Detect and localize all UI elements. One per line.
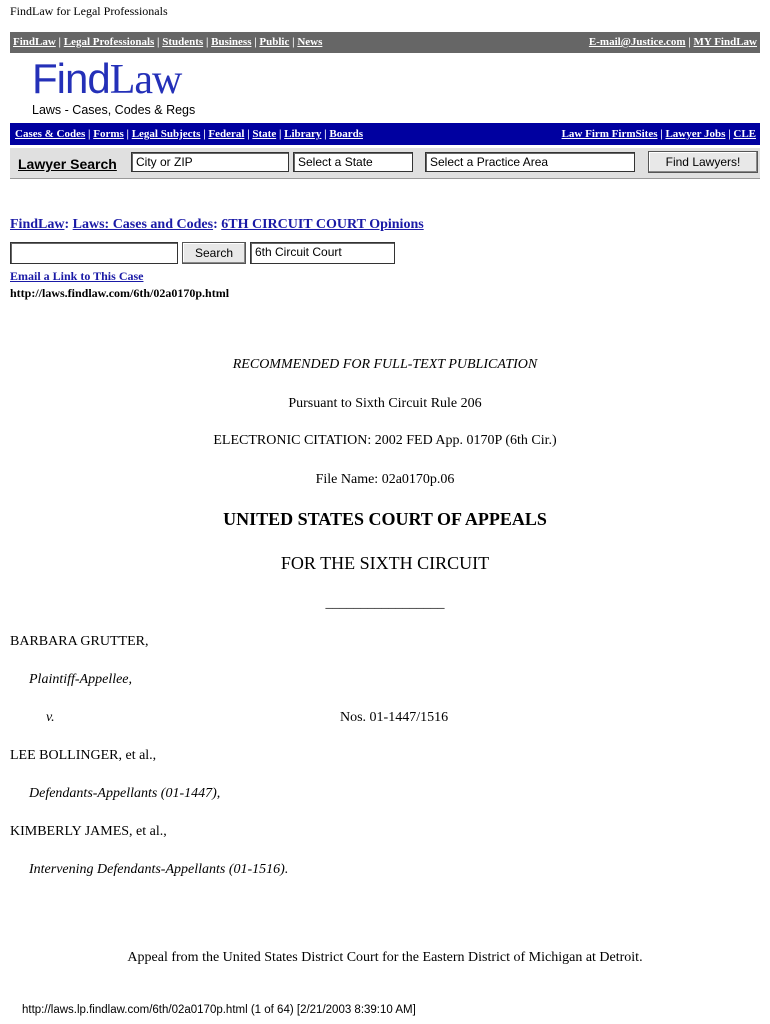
top-nav-bar [10, 32, 760, 53]
nav-lawyer-jobs[interactable]: Lawyer Jobs [665, 128, 726, 140]
nav-news[interactable]: News [297, 36, 323, 48]
nav-business[interactable]: Business [211, 36, 252, 48]
findlaw-logo[interactable] [32, 55, 196, 117]
court-scope-select[interactable]: 6th Circuit Court [250, 242, 395, 264]
recommended-notice: RECOMMENDED FOR FULL-TEXT PUBLICATION [232, 357, 538, 372]
court-title: UNITED STATES COURT OF APPEALS [223, 509, 547, 529]
lawyer-search-label: Lawyer Search [18, 156, 117, 172]
party-defendant-role: Defendants-Appellants (01-1447), [29, 786, 221, 801]
blue-nav-bar [10, 123, 760, 145]
print-footer: http://laws.lp.findlaw.com/6th/02a0170p.html (1 of 64) [2/21/2003 8:39:10 AM] [22, 1004, 416, 1016]
blue-nav-right: Law Firm FirmSites | Lawyer Jobs | CLE [561, 128, 756, 140]
case-search-button[interactable]: Search [182, 242, 246, 264]
page-title: FindLaw for Legal Professionals [10, 4, 168, 18]
logo-tagline: Laws - Cases, Codes & Regs [32, 103, 196, 117]
blue-nav-left: Cases & Codes | Forms | Legal Subjects | Federal | State | Library | Boards [15, 128, 363, 140]
party-plaintiff-role: Plaintiff-Appellee, [29, 672, 133, 687]
breadcrumb [10, 217, 424, 233]
file-name: File Name: 02a0170p.06 [315, 472, 455, 487]
nav-findlaw[interactable]: FindLaw [13, 36, 56, 48]
party-intervenor-role: Intervening Defendants-Appellants (01-1516). [29, 862, 289, 877]
case-url: http://laws.findlaw.com/6th/02a0170p.html [10, 286, 230, 300]
circuit-title: FOR THE SIXTH CIRCUIT [280, 553, 490, 573]
logo-law: Law [109, 57, 182, 103]
nav-legal-subjects[interactable]: Legal Subjects [131, 128, 201, 140]
nav-state[interactable]: State [252, 128, 277, 140]
state-select[interactable]: Select a State [293, 152, 413, 172]
nav-students[interactable]: Students [162, 36, 204, 48]
pursuant-rule: Pursuant to Sixth Circuit Rule 206 [288, 396, 482, 411]
separator-rule: _________________ [325, 596, 445, 611]
email-link[interactable]: Email a Link to This Case [10, 269, 144, 283]
nav-boards[interactable]: Boards [329, 128, 363, 140]
versus: v. [46, 710, 55, 725]
electronic-citation: ELECTRONIC CITATION: 2002 FED App. 0170P (6th Cir.) [213, 433, 557, 448]
case-numbers: Nos. 01-1447/1516 [340, 710, 449, 725]
nav-forms[interactable]: Forms [93, 128, 124, 140]
lawyer-search-bar [10, 148, 760, 179]
nav-federal[interactable]: Federal [208, 128, 245, 140]
case-search-input[interactable] [10, 242, 178, 264]
party-plaintiff: BARBARA GRUTTER, [10, 634, 149, 649]
logo-find: Find [32, 55, 110, 102]
nav-cases-codes[interactable]: Cases & Codes [15, 128, 86, 140]
nav-cle[interactable]: CLE [733, 128, 756, 140]
practice-area-select[interactable]: Select a Practice Area [425, 152, 635, 172]
top-nav-left: FindLaw | Legal Professionals | Students | Business | Public | News [13, 36, 323, 48]
nav-my-findlaw[interactable]: MY FindLaw [693, 36, 757, 48]
breadcrumb-sep: : [64, 217, 73, 232]
breadcrumb-6th-circuit[interactable]: 6TH CIRCUIT COURT Opinions [221, 217, 424, 232]
nav-public[interactable]: Public [259, 36, 290, 48]
nav-email[interactable]: E-mail@Justice.com [588, 36, 686, 48]
breadcrumb-sep: : [213, 217, 222, 232]
breadcrumb-laws[interactable]: Laws: Cases and Codes [72, 217, 214, 232]
city-zip-input[interactable]: City or ZIP [131, 152, 289, 172]
find-lawyers-button[interactable]: Find Lawyers! [648, 151, 758, 173]
party-intervenor: KIMBERLY JAMES, et al., [10, 824, 167, 839]
nav-library[interactable]: Library [284, 128, 322, 140]
nav-legal-professionals[interactable]: Legal Professionals [63, 36, 155, 48]
breadcrumb-findlaw[interactable]: FindLaw [10, 217, 65, 232]
appeal-statement: Appeal from the United States District Court for the Eastern District of Michigan at Detroit. [127, 950, 643, 965]
nav-firmsites[interactable]: Law Firm FirmSites [561, 128, 658, 140]
party-defendant: LEE BOLLINGER, et al., [10, 748, 157, 763]
top-nav-right: E-mail@Justice.com | MY FindLaw [588, 36, 757, 48]
